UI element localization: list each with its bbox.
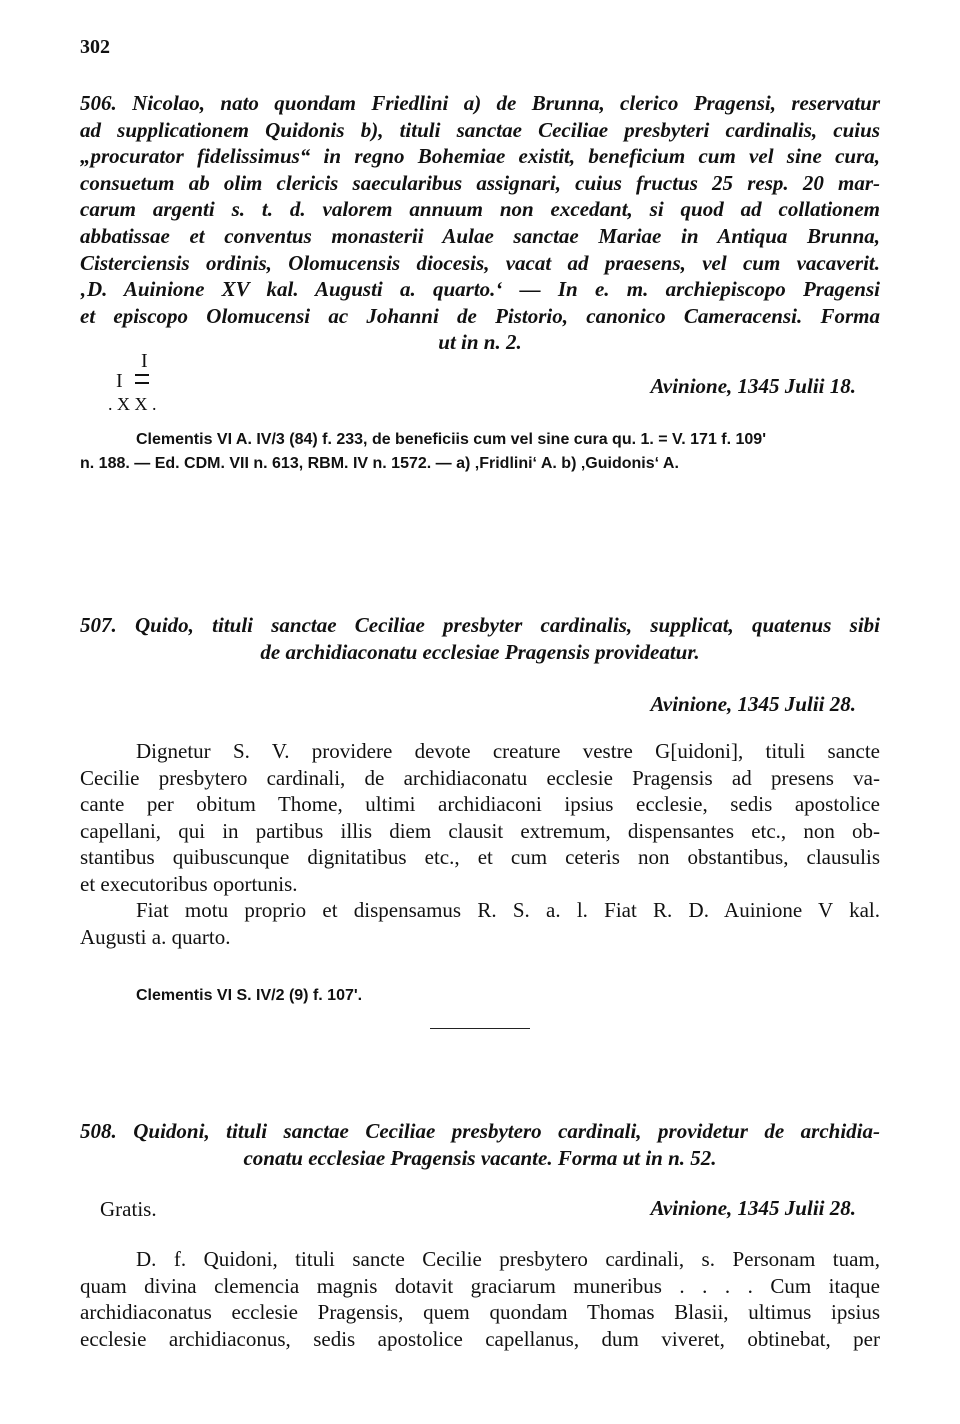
entry-506-line: consuetum ab olim clericis saecularibus assignari, cuius fructus 25 resp. 20 mar- — [80, 170, 880, 195]
entry-508-date: Avinione, 1345 Julii 28. — [650, 1196, 856, 1220]
text-line: stantibus quibuscunque dignitatibus etc., et cum ceteris non obstantibus, clausulis — [80, 845, 880, 869]
entry-507-date: Avinione, 1345 Julii 28. — [650, 692, 856, 716]
text-line: ecclesie archidiaconus, sedis apostolice capellanus, dum viveret, obtinebat, per — [80, 1326, 880, 1351]
text-line: Dignetur S. V. providere devote creature vestre G[uidoni], tituli sancte — [136, 739, 880, 763]
chancery-mark-bar — [135, 382, 149, 384]
entry-507-text — [80, 738, 880, 950]
entry-508-summary — [80, 1118, 880, 1171]
text-line: cante per obitum Thome, ultimi archidiaconi ipsius ecclesie, sedis apostolice — [80, 792, 880, 816]
chancery-mark-bottom: . X X . — [108, 394, 157, 414]
text-line: Fiat motu proprio et dispensamus R. S. a. l. Fiat R. D. Auinione V kal. — [136, 898, 880, 922]
footnote-line: Clementis VI A. IV/3 (84) f. 233, de beneficiis cum vel sine cura qu. 1. = V. 171 f. 109' — [136, 431, 767, 448]
page-number: 302 — [80, 36, 110, 58]
entry-506-line: carum argenti s. t. d. valorem annuum non excedant, si quod ad collationem — [80, 197, 880, 222]
entry-506-line: „procurator fidelissimus“ in regno Bohemiae existit, beneficium cum vel sine cura, — [80, 144, 880, 169]
section-divider — [430, 1028, 530, 1029]
entry-506-summary — [80, 90, 880, 356]
text-line: et executoribus oportunis. — [80, 871, 298, 896]
entry-508-number: 508. — [80, 1119, 117, 1143]
entry-508-line: conatu ecclesiae Pragensis vacante. Forma ut in n. 52. — [243, 1145, 717, 1170]
entry-506-line: abbatissae et conventus monasterii Aulae sanctae Mariae in Antiqua Brunna, — [80, 223, 880, 248]
entry-507-line: 507. Quido, tituli sanctae Ceciliae presbyter cardinalis, supplicat, quatenus sibi — [80, 613, 880, 637]
text-line: archidiaconatus ecclesie Pragensis, quem quondam Thomas Blasii, ultimus ipsius — [80, 1300, 880, 1324]
entry-506-line: Cisterciensis ordinis, Olomucensis diocesis, vacat ad praesens, vel cum vacaverit. — [80, 250, 880, 275]
text-line: capellani, qui in partibus illis diem clausit extremum, dispensantes etc., non ob- — [80, 818, 880, 843]
text-line: Cecilie presbytero cardinali, de archidiaconatu ecclesie Pragensis ad presens va- — [80, 765, 880, 790]
footnote-line: n. 188. — Ed. CDM. VII n. 613, RBM. IV n. 1572. — a) ‚Fridlini‘ A. b) ‚Guidonis‘ A. — [80, 455, 679, 472]
entry-506-line: ut in n. 2. — [438, 330, 522, 355]
chancery-mark-top: I — [141, 350, 148, 372]
entry-507-line: de archidiaconatu ecclesiae Pragensis provideatur. — [260, 639, 700, 664]
entry-506-line: ad supplicationem Quidonis b), tituli sanctae Ceciliae presbyteri cardinalis, cuius — [80, 117, 880, 142]
entry-506-line: ‚D. Auinione XV kal. Augusti a. quarto.‘ — In e. m. archiepiscopo Pragensi — [80, 277, 880, 302]
entry-506-number: 506. — [80, 91, 117, 115]
entry-507-number: 507. — [80, 613, 117, 637]
text-line: quam divina clemencia magnis dotavit graciarum muneribus . . . . Cum itaque — [80, 1273, 880, 1298]
chancery-mark-bar — [135, 374, 149, 376]
chancery-mark — [108, 350, 168, 418]
entry-508-text — [80, 1246, 880, 1352]
text-line: D. f. Quidoni, tituli sancte Cecilie presbytero cardinali, s. Personam tuam, — [136, 1247, 880, 1271]
entry-506-line: et episcopo Olomucensi ac Johanni de Pistorio, canonico Cameracensi. Forma — [80, 303, 880, 328]
entry-506-line: 506. Nicolao, nato quondam Friedlini a) de Brunna, clerico Pragensi, reservatur — [80, 91, 881, 115]
entry-508-gratis: Gratis. — [100, 1197, 157, 1221]
text-line: Augusti a. quarto. — [80, 924, 231, 949]
entry-506-date: Avinione, 1345 Julii 18. — [650, 374, 856, 398]
entry-507-summary — [80, 612, 880, 665]
entry-507-footnote: Clementis VI S. IV/2 (9) f. 107'. — [136, 987, 363, 1004]
entry-508-line: 508. Quidoni, tituli sanctae Ceciliae presbytero cardinali, providetur de archidia- — [80, 1119, 881, 1143]
chancery-mark-mid: I — [116, 370, 123, 392]
entry-506-footnote — [80, 428, 880, 476]
